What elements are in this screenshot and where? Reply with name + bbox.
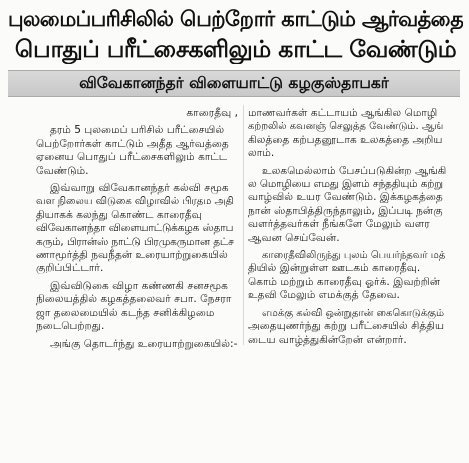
paragraph — [36, 182, 238, 276]
text-line: ல மொழியை எமது இளம் சந்ததியும் கற்று — [248, 178, 443, 191]
paragraph — [248, 249, 446, 303]
text-line: வள நிலைய விடுகை விழாவில் பிரதம அதி — [36, 196, 234, 208]
text-line: தியில் இன்றுள்ள ஊடகம் காரைதீவு. — [248, 262, 421, 275]
text-line: உதவி மேலும் எமக்குத் தேவை. — [248, 289, 400, 302]
text-line: ஏனைய பொதுப் பரீட்சைகளிலும் காட்ட — [36, 151, 228, 164]
text-line: லாம். — [248, 147, 275, 160]
text-line: குறிப்பிட்டார். — [36, 262, 104, 275]
text-line: தியாகக் கலந்து கொண்ட காரைதீவு — [36, 208, 202, 221]
text-line: அதையுணர்ந்து கற்று பரீட்சையில் சித்திய — [248, 320, 445, 333]
text-line: ஜா தலைமையில் கடந்த சனிக்கிழமை — [36, 306, 215, 319]
paragraph — [248, 165, 446, 245]
text-line: வளர்த்தவர்கள் நீங்களே மேலும் வளர — [248, 218, 430, 231]
subheading-text: விவேகானந்தர் விளையாட்டு கழகுஸ்தாபகர் — [79, 74, 389, 92]
text-line: இவ்வாறு விவேகானந்தர் கல்வி சமூக — [50, 182, 229, 195]
text-line: நிலையத்தில் கழகத்தலைவர் சபா. நேசரா — [36, 293, 232, 306]
text-line: கரும், பிரான்ஸ் நாட்டு பிரமுகருமான தட்ச — [36, 235, 234, 248]
text-line: டைய வாழ்த்துகின்றேன் என்றார். — [248, 333, 407, 346]
text-line: பெற்றோர்கள் காட்டும் அதீத ஆர்வத்தை — [36, 137, 229, 150]
text-line: ணாமூர்த்தி நவநீதன் உரையாற்றுகையில் — [36, 249, 228, 262]
paragraph — [36, 280, 238, 334]
article-column-right — [248, 107, 446, 351]
text-line: மாணவர்கள் கட்டாயம் ஆங்கில மொழி — [248, 107, 438, 119]
column-divider — [243, 105, 244, 345]
text-line: தரம் 5 புலமைப் பரிசில் பரீட்சையில் — [50, 124, 225, 137]
text-line: எமக்கு கல்வி ஒன்றுதான் கைகொடுக்கும் — [262, 307, 445, 319]
subheading-banner — [8, 70, 460, 97]
paragraph — [36, 124, 238, 178]
text-line: வேண்டும். — [36, 164, 89, 177]
text-line: இவ்விடுகை விழா கண்ணகி சனசமூக — [50, 279, 228, 292]
text-line: கொம் மற்றும் காரைதீவு ஓர்க். இவற்றின் — [248, 275, 441, 288]
text-line: கிலத்தை கற்பதனூடாக உலகத்தை அறிய — [248, 133, 443, 146]
text-line: காரைதீவிலிருந்து புலம் பெயர்ந்தவர் மத் — [262, 250, 446, 262]
text-line: விவேகானந்தா விளையாட்டுக்கழக ஸ்தாப — [36, 222, 234, 235]
text-line: கற்றலில் கவனஞ் செலுத்த வேண்டும். ஆங் — [248, 121, 444, 133]
text-line: ஆவன செய்வேன். — [248, 231, 340, 244]
article-column-left — [36, 107, 238, 355]
text-line: காரைதீவு , — [186, 107, 238, 119]
text-line: அங்கு தொடர்ந்து உரையாற்றுகையில்:- — [50, 337, 238, 350]
text-line: வாழ்வில் உயர வேண்டும். இக்கழகத்தை — [248, 191, 443, 204]
headline-line-2: பொதுப் பரீட்சைகளிலும் காட்ட வேண்டும் — [14, 35, 457, 63]
text-line: நடைபெற்றது. — [36, 320, 105, 333]
paragraph — [248, 107, 446, 161]
text-line: உலகமெல்லாம் பேசப்படுகின்ற ஆங்கி — [262, 164, 446, 177]
paragraph — [36, 338, 238, 351]
paragraph — [248, 307, 446, 347]
dateline — [36, 107, 238, 120]
headline-line-1: புலமைப்பரிசிலில் பெற்றோர் காட்டும் ஆர்வத்தை — [8, 7, 463, 31]
text-line: நான் ஸ்தாபித்திருந்தாலும், இப்படி நன்கு — [248, 204, 443, 217]
